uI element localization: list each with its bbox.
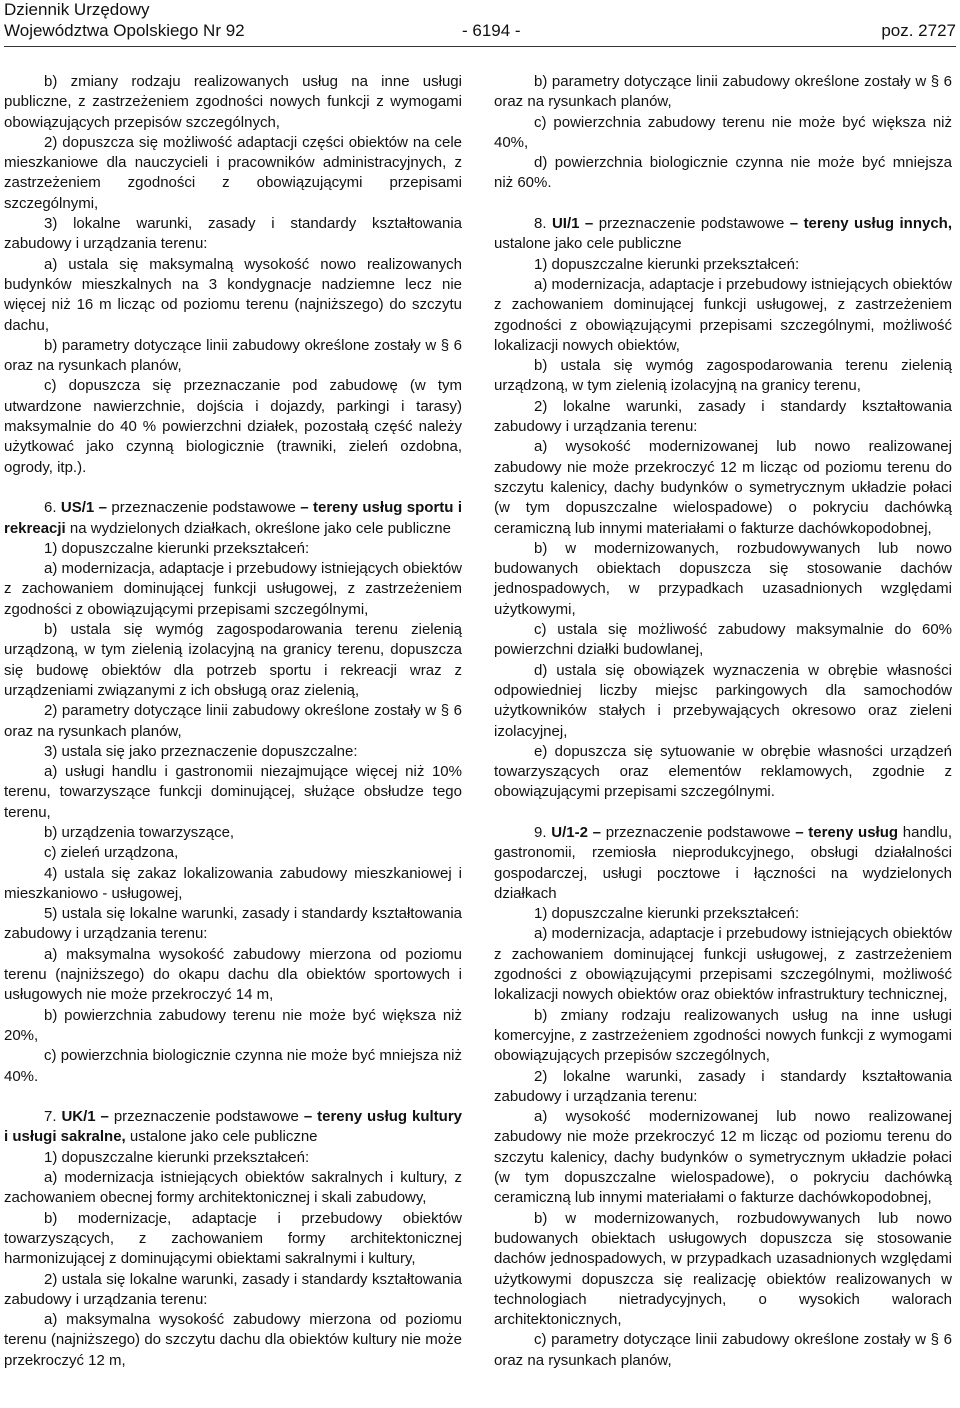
paragraph: a) wysokość modernizowanej lub nowo realizowanej zabudowy nie może przekroczyć 12 m licząc od poziomu terenu do szczytu kalenicy, dachy budynków o symetrycznym układzie połaci (w tym dopuszczalne wielospadowe), o pokryciu dachówką ceramiczną lub innymi materiałami o fakturze dachówkopodobnej,	[494, 1108, 952, 1207]
paragraph: 5) ustala się lokalne warunki, zasady i standardy kształtowania zabudowy i urządzania terenu:	[4, 905, 462, 943]
section-heading-8: 8. UI/1 – przeznaczenie podstawowe – tereny usług innych, ustalone jako cele publiczne	[494, 215, 952, 253]
paragraph: a) modernizacja, adaptacje i przebudowy istniejących obiektów z zachowaniem dominującej funkcji usługowej, z zastrzeżeniem zgodności z obowiązującymi przepisami szczególnymi,	[4, 560, 462, 618]
paragraph: b) w modernizowanych, rozbudowywanych lub nowo budowanych obiektach dopuszcza się stosowanie dachów jednospadowych, w przypadkach uzasadnionych względami użytkowymi,	[494, 539, 952, 618]
paragraph: 2) ustala się lokalne warunki, zasady i standardy kształtowania zabudowy i urządzania terenu:	[4, 1270, 462, 1308]
paragraph: d) ustala się obowiązek wyznaczenia w obrębie własności odpowiedniej liczby miejsc parkingowych dla samochodów użytkowników stałych i przebywających okresowo oraz zieleni izolacyjnej,	[494, 661, 952, 740]
paragraph: 1) dopuszczalne kierunki przekształceń:	[44, 539, 310, 557]
paragraph: 2) lokalne warunki, zasady i standardy kształtowania zabudowy i urządzania terenu:	[494, 1067, 952, 1105]
paragraph: a) modernizacja, adaptacje i przebudowy istniejących obiektów z zachowaniem dominującej funkcji usługowej, z zastrzeżeniem zgodności z obowiązującymi przepisami szczególnymi, możliwość lokalizacji nowych obiektów oraz obiektów infrastruktury technicznej,	[494, 925, 952, 1004]
paragraph: e) dopuszcza się sytuowanie w obrębie własności urządzeń towarzyszących oraz elementów reklamowych, zgodnie z obowiązującymi przepisami szczególnymi.	[494, 742, 952, 801]
left-column	[4, 72, 462, 1371]
paragraph: b) powierzchnia zabudowy terenu nie może być większa niż 20%,	[4, 1006, 462, 1044]
paragraph: c) parametry dotyczące linii zabudowy określone zostały w § 6 oraz na rysunkach planów,	[494, 1331, 952, 1369]
paragraph: b) parametry dotyczące linii zabudowy określone zostały w § 6 oraz na rysunkach planów,	[494, 73, 952, 111]
paragraph: b) ustala się wymóg zagospodarowania terenu zielenią urządzoną, w tym zielenią izolacyjną na granicy terenu, dopuszcza się budowę obiektów dla potrzeb sportu i rekreacji wraz z urządzeniami związanymi z ich obsługą oraz zielenią,	[4, 621, 462, 699]
paragraph: b) urządzenia towarzyszące,	[44, 823, 235, 841]
paragraph: b) ustala się wymóg zagospodarowania terenu zielenią urządzoną, w tym zielenią izolacyjną na granicy terenu,	[494, 357, 952, 395]
paragraph: c) powierzchnia biologicznie czynna nie może być mniejsza niż 40%.	[4, 1047, 462, 1085]
paragraph: a) maksymalna wysokość zabudowy mierzona od poziomu terenu (najniższego) do szczytu dachu dla obiektów kultury nie może przekroczyć 12 m,	[4, 1311, 462, 1369]
paragraph: a) wysokość modernizowanej lub nowo realizowanej zabudowy nie może przekroczyć 12 m licząc od poziomu terenu do szczytu kalenicy, dachy budynków o symetrycznym układzie połaci (w tym dopuszczalne wielospadowe) o pokryciu dachówką ceramiczną lub innymi materiałami o fakturze dachówkopodobnej,	[494, 438, 952, 537]
paragraph: a) maksymalna wysokość zabudowy mierzona od poziomu terenu (najniższego) do okapu dachu dla obiektów sportowych i usługowych nie może przekroczyć 14 m,	[4, 945, 462, 1004]
journal-title: Dziennik Urzędowy	[4, 0, 150, 19]
paragraph: 4) ustala się zakaz lokalizowania zabudowy mieszkaniowej i mieszkaniowo - usługowej,	[4, 864, 462, 902]
paragraph: c) dopuszcza się przeznaczanie pod zabudowę (w tym utwardzone nawierzchnie, dojścia i dojazdy, parkingi i tarasy) maksymalnie do 40 % powierzchni działek, pozostałą część należy użytkować jako czynną biologicznie (trawniki, zieleń ozdobna, ogrody, itp.).	[4, 377, 462, 476]
paragraph: 3) lokalne warunki, zasady i standardy kształtowania zabudowy i urządzania terenu:	[4, 215, 462, 253]
paragraph: b) zmiany rodzaju realizowanych usług na inne usługi publiczne, z zastrzeżeniem zgodności nowych funkcji z wymogami obowiązujących przepisów szczególnych,	[4, 73, 462, 131]
paragraph: d) powierzchnia biologicznie czynna nie może być mniejsza niż 60%.	[494, 154, 952, 192]
right-column	[494, 72, 952, 1371]
paragraph: b) w modernizowanych, rozbudowywanych lub nowo budowanych obiektach usługowych dopuszcza się stosowanie dachów jednospadowych, w przypadkach uzasadnionych względami użytkowymi dopuszcza się realizację obiektów realizowanych w technologiach nietradycyjnych, o wysokich walorach architektonicznych,	[494, 1209, 952, 1329]
paragraph: b) parametry dotyczące linii zabudowy określone zostały w § 6 oraz na rysunkach planów,	[4, 336, 462, 375]
paragraph: 3) ustala się jako przeznaczenie dopuszczalne:	[44, 742, 358, 760]
section-heading-9: 9. U/1-2 – przeznaczenie podstawowe – tereny usług handlu, gastronomii, rzemiosła nieprodukcyjnego, obsługi działalności gospodarczej, usługi pocztowe i łączności na wydzielonych działkach	[494, 823, 952, 902]
page-number: - 6194 -	[462, 21, 521, 40]
paragraph: a) usługi handlu i gastronomii niezajmujące więcej niż 10% terenu, towarzyszące funkcji dominującej, służące obsłudze tego terenu,	[4, 763, 462, 821]
paragraph: c) ustala się możliwość zabudowy maksymalnie do 60% powierzchni działki budowlanej,	[494, 621, 952, 659]
paragraph: 1) dopuszczalne kierunki przekształceń:	[534, 905, 800, 923]
page-header	[4, 0, 956, 44]
section-heading-7: 7. UK/1 – przeznaczenie podstawowe – tereny usług kultury i usługi sakralne, ustalone jako cele publiczne	[4, 1108, 462, 1146]
paragraph: b) modernizacje, adaptacje i przebudowy obiektów towarzyszących, z zachowaniem formy architektonicznej harmonizującej z dominującymi obiektami sakralnymi i kultury,	[4, 1209, 462, 1268]
paragraph: 1) dopuszczalne kierunki przekształceń:	[534, 255, 800, 273]
paragraph: 2) parametry dotyczące linii zabudowy określone zostały w § 6 oraz na rysunkach planów,	[4, 702, 462, 740]
paragraph: a) ustala się maksymalną wysokość nowo realizowanych budynków mieszkalnych na 3 kondygnacje nadziemne lecz nie więcej niż 16 m licząc od poziomu terenu (najniższego) do szczytu dachu,	[4, 255, 462, 334]
section-heading-6: 6. US/1 – przeznaczenie podstawowe – tereny usług sportu i rekreacji na wydzielonych działkach, określone jako cele publiczne	[4, 499, 462, 537]
position-number: poz. 2727	[881, 21, 956, 40]
paragraph: 1) dopuszczalne kierunki przekształceń:	[44, 1148, 310, 1166]
paragraph: a) modernizacja istniejących obiektów sakralnych i kultury, z zachowaniem obecnej formy architektonicznej i skali zabudowy,	[4, 1169, 462, 1207]
paragraph: c) zieleń urządzona,	[44, 844, 179, 862]
paragraph: a) modernizacja, adaptacje i przebudowy istniejących obiektów z zachowaniem dominującej funkcji usługowej, z zastrzeżeniem zgodności z obowiązującymi przepisami szczególnymi, możliwość lokalizacji nowych obiektów,	[494, 275, 952, 354]
paragraph: 2) lokalne warunki, zasady i standardy kształtowania zabudowy i urządzania terenu:	[494, 397, 952, 436]
header-rule	[4, 46, 956, 47]
paragraph: b) zmiany rodzaju realizowanych usług na inne usługi komercyjne, z zastrzeżeniem zgodności nowych funkcji z wymogami obowiązujących przepisów szczególnych,	[494, 1006, 952, 1065]
paragraph: c) powierzchnia zabudowy terenu nie może być większa niż 40%,	[494, 113, 952, 151]
journal-issue: Województwa Opolskiego Nr 92	[4, 21, 245, 40]
paragraph: 2) dopuszcza się możliwość adaptacji części obiektów na cele mieszkaniowe dla nauczycieli i pracowników administracyjnych, z zastrzeżeniem zgodności z obowiązującymi przepisami szczególnymi,	[4, 133, 462, 212]
